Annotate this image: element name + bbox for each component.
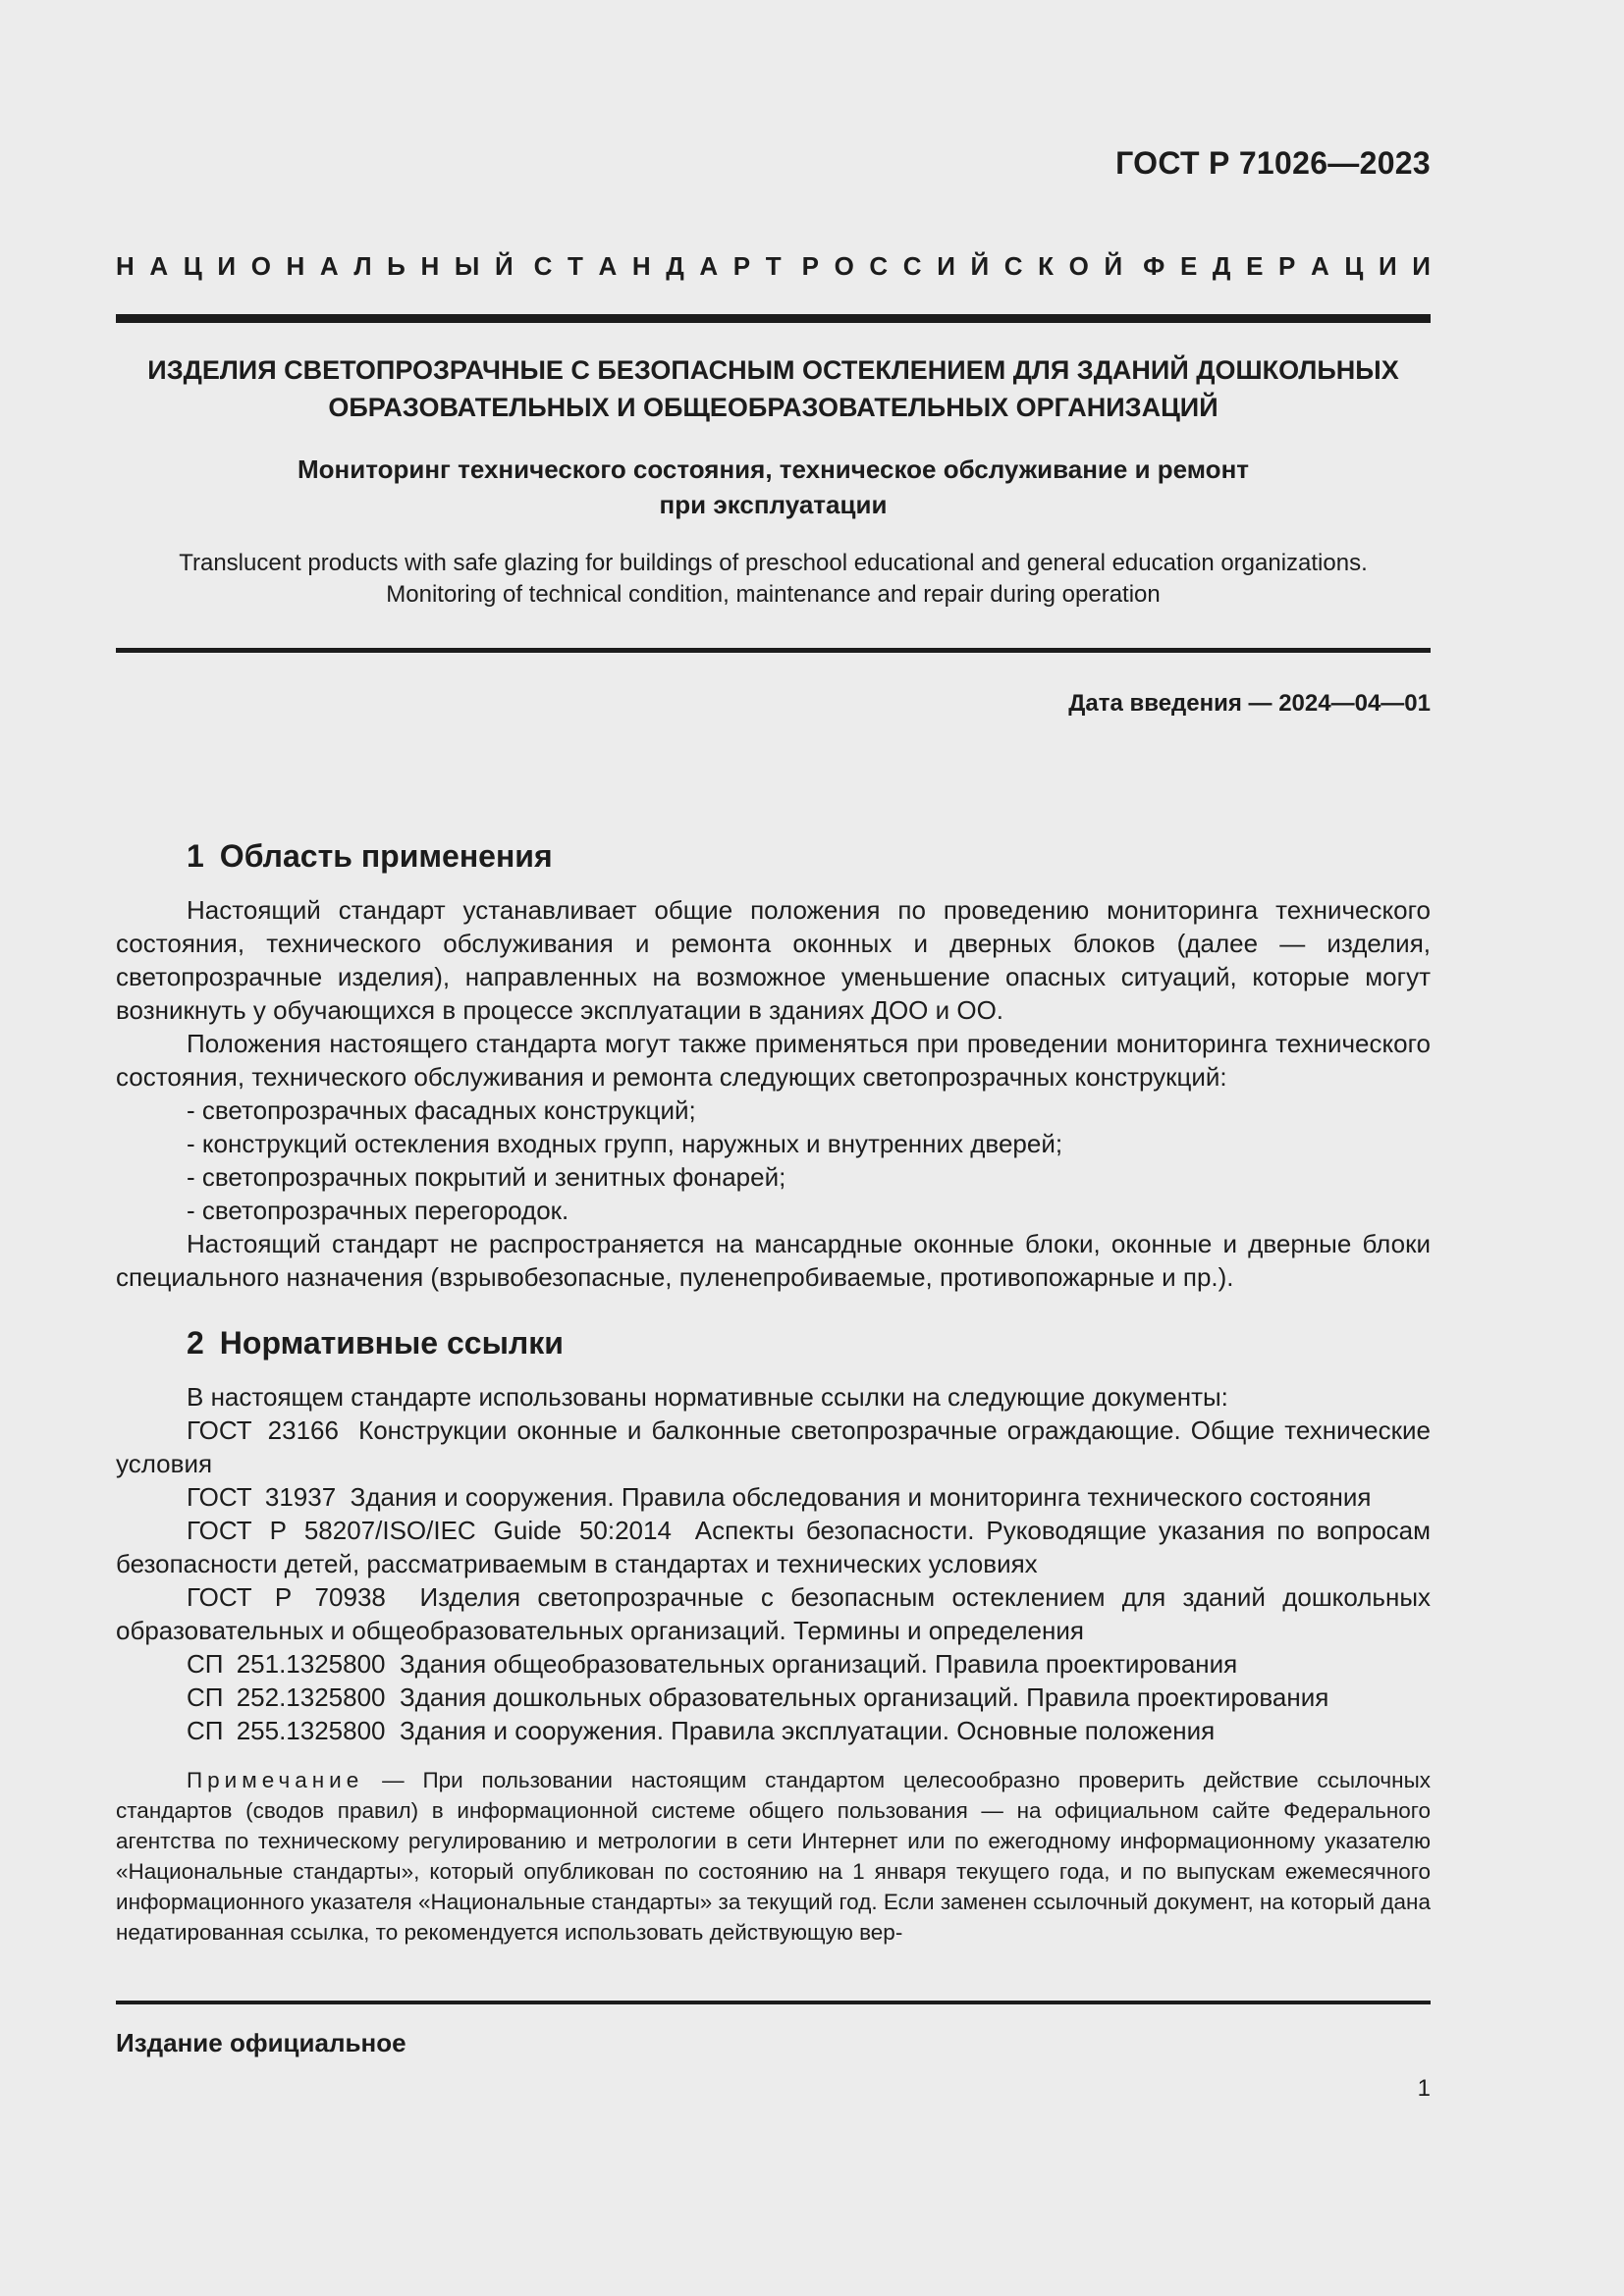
reference-code: ГОСТ 31937 bbox=[187, 1482, 337, 1512]
reference-code: ГОСТ 23166 bbox=[187, 1415, 339, 1445]
reference-item bbox=[116, 1480, 1431, 1514]
document-body bbox=[116, 834, 1431, 1948]
reference-title: Изделия светопрозрачные с безопасным остеклением для зданий дошкольных образовательных и общеобразовательных организаций. Термины и определения bbox=[116, 1582, 1432, 1645]
title-line: ОБРАЗОВАТЕЛЬНЫХ И ОБЩЕОБРАЗОВАТЕЛЬНЫХ ОРГАНИЗАЦИЙ bbox=[328, 393, 1218, 422]
banner-word: Р О С С И Й С К О Й bbox=[801, 251, 1123, 281]
document-page bbox=[116, 0, 1431, 2296]
reference-title: Здания дошкольных образовательных организаций. Правила проектирования bbox=[399, 1682, 1329, 1712]
paragraph: Настоящий стандарт не распространяется на мансардные оконные блоки, оконные и дверные блоки специального назначения (взрывобезопасные, пуленепробиваемые, противопожарные и пр.). bbox=[116, 1229, 1431, 1292]
note-text: — При пользовании настоящим стандартом целесообразно проверить действие ссылочных стандартов (сводов правил) в информационной системе общего пользования — на официальном сайте Федерального агентства по техническому регулированию и метрологии в сети Интернет или по ежегодному информационному указателю «Национальные стандарты», который опубликован по состоянию на 1 января текущего года, и по выпускам ежемесячного информационного указателя «Национальные стандарты» за текущий год. Если заменен ссылочный документ, на который дана недатированная ссылка, то рекомендуется использовать действующую вер- bbox=[116, 1768, 1431, 1945]
reference-code: ГОСТ Р 58207/ISO/IEC Guide 50:2014 bbox=[187, 1516, 672, 1545]
title-block bbox=[116, 351, 1431, 611]
reference-item bbox=[116, 1414, 1431, 1480]
subtitle-line: Мониторинг технического состояния, техническое обслуживание и ремонт bbox=[297, 454, 1250, 484]
title-line: ИЗДЕЛИЯ СВЕТОПРОЗРАЧНЫЕ С БЕЗОПАСНЫМ ОСТЕКЛЕНИЕМ ДЛЯ ЗДАНИЙ ДОШКОЛЬНЫХ bbox=[147, 355, 1399, 385]
section-2-heading bbox=[187, 1321, 1431, 1364]
list-item: - конструкций остекления входных групп, наружных и внутренних дверей; bbox=[187, 1129, 1063, 1158]
page-number: 1 bbox=[1417, 2075, 1431, 2102]
reference-title: Здания и сооружения. Правила обследования и мониторинга технического состояния bbox=[350, 1482, 1372, 1512]
section-number: 2 bbox=[187, 1325, 204, 1361]
document-title bbox=[116, 351, 1431, 426]
section-title: Нормативные ссылки bbox=[219, 1325, 564, 1361]
introduction-date: Дата введения — 2024—04—01 bbox=[1068, 690, 1431, 717]
note-label: Примечание bbox=[187, 1768, 364, 1792]
list-item: - светопрозрачных перегородок. bbox=[187, 1196, 569, 1225]
reference-title: Здания и сооружения. Правила эксплуатации. Основные положения bbox=[399, 1716, 1216, 1745]
reference-code: СП 255.1325800 bbox=[187, 1716, 386, 1745]
english-title-line: Monitoring of technical condition, maintenance and repair during operation bbox=[386, 581, 1161, 608]
list-item: - светопрозрачных покрытий и зенитных фонарей; bbox=[187, 1162, 786, 1192]
reference-title: Конструкции оконные и балконные светопрозрачные ограждающие. Общие технические условия bbox=[116, 1415, 1431, 1478]
document-number: ГОСТ Р 71026—2023 bbox=[1115, 145, 1431, 181]
reference-title: Здания общеобразовательных организаций. Правила проектирования bbox=[399, 1649, 1238, 1679]
reference-item bbox=[116, 1514, 1431, 1580]
reference-item bbox=[116, 1580, 1431, 1647]
paragraph: В настоящем стандарте использованы нормативные ссылки на следующие документы: bbox=[187, 1382, 1228, 1412]
english-title-line: Translucent products with safe glazing for buildings of preschool educational and general education organizations. bbox=[179, 550, 1368, 576]
section-title: Область применения bbox=[219, 838, 553, 874]
section-number: 1 bbox=[187, 838, 204, 874]
banner-word: С Т А Н Д А Р Т bbox=[533, 251, 782, 281]
reference-item bbox=[116, 1714, 1431, 1747]
reference-item bbox=[116, 1647, 1431, 1681]
reference-code: СП 251.1325800 bbox=[187, 1649, 386, 1679]
national-standard-banner bbox=[116, 251, 1431, 282]
note bbox=[116, 1765, 1431, 1948]
official-edition-label: Издание официальное bbox=[116, 2028, 406, 2057]
top-divider bbox=[116, 314, 1431, 323]
paragraph: Положения настоящего стандарта могут также применяться при проведении мониторинга технического состояния, технического обслуживания и ремонта следующих светопрозрачных конструкций: bbox=[116, 1029, 1431, 1092]
paragraph: Настоящий стандарт устанавливает общие положения по проведению мониторинга технического состояния, технического обслуживания и ремонта оконных и дверных блоков (далее — изделия, светопрозрачные изделия), направленных на возможное уменьшение опасных ситуаций, которые могут возникнуть у обучающихся в процессе эксплуатации в зданиях ДОО и ОО. bbox=[116, 895, 1431, 1025]
reference-code: ГОСТ Р 70938 bbox=[187, 1582, 386, 1612]
reference-item bbox=[116, 1681, 1431, 1714]
banner-word: Ф Е Д Е Р А Ц И И bbox=[1143, 251, 1431, 281]
footer-divider bbox=[116, 2001, 1431, 2004]
middle-divider bbox=[116, 648, 1431, 653]
banner-word: Н А Ц И О Н А Л Ь Н Ы Й bbox=[116, 251, 514, 281]
reference-code: СП 252.1325800 bbox=[187, 1682, 386, 1712]
subtitle-line: при эксплуатации bbox=[659, 490, 888, 519]
list-item: - светопрозрачных фасадных конструкций; bbox=[187, 1095, 696, 1125]
reference-title: Аспекты безопасности. Руководящие указания по вопросам безопасности детей, рассматриваемым в стандартах и технических условиях bbox=[116, 1516, 1431, 1578]
section-1-heading bbox=[187, 834, 1431, 878]
document-subtitle bbox=[116, 452, 1431, 522]
english-title bbox=[116, 548, 1431, 611]
